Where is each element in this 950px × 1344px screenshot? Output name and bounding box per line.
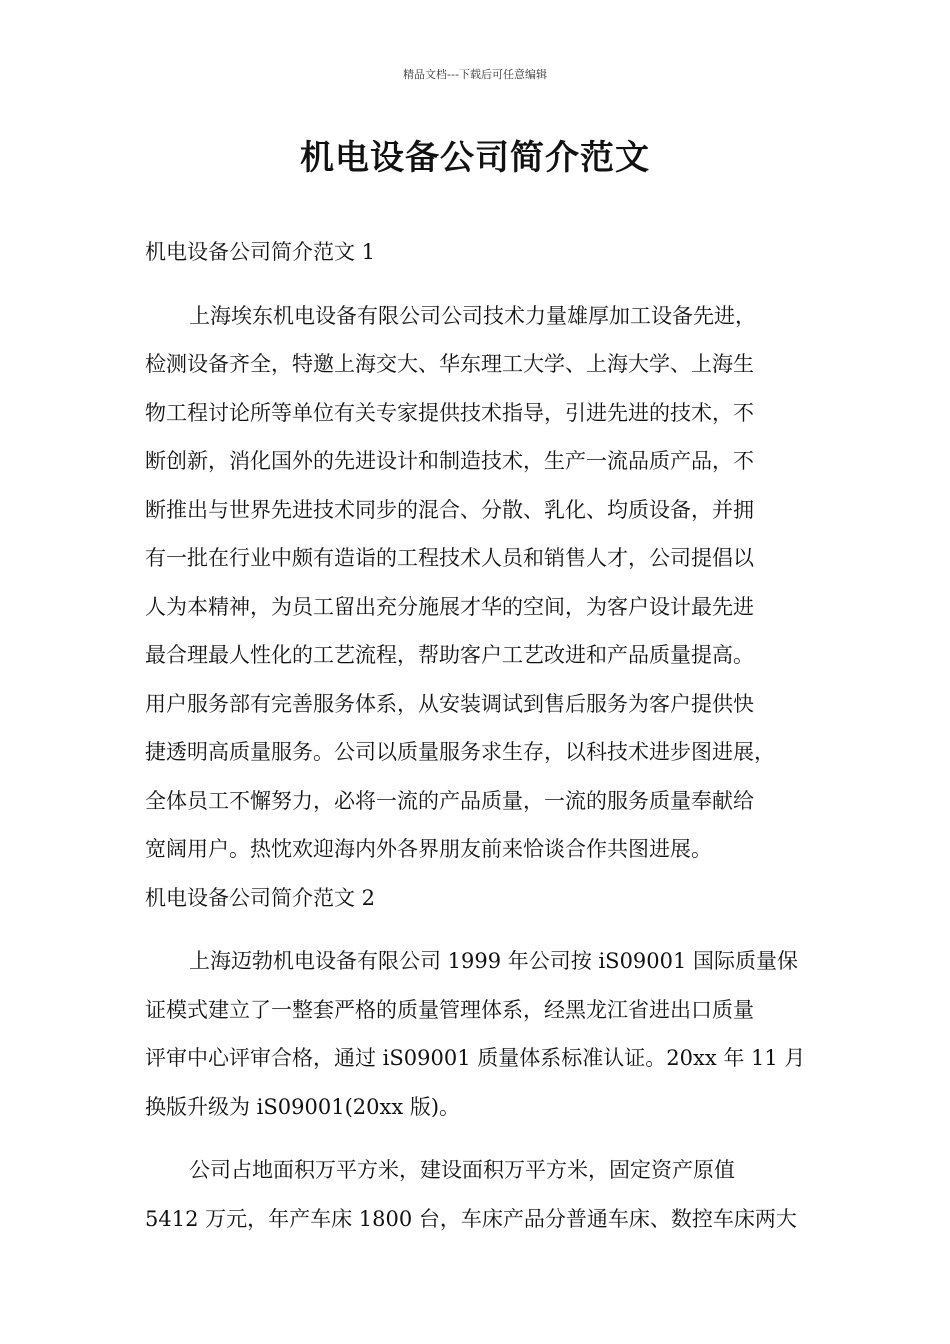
paragraph-line: 换版升级为 iS09001(20xx 版)。 [145, 1094, 461, 1119]
paragraph-line: 检测设备齐全，特邀上海交大、华东理工大学、上海大学、上海生 [145, 352, 754, 376]
spacer [145, 277, 845, 292]
paragraph-line: 断创新，消化国外的先进设计和制造技术，生产一流品质产品，不 [145, 449, 754, 473]
paragraph-line: 有一批在行业中颇有造诣的工程技术人员和销售人才，公司提倡以 [145, 546, 754, 570]
spacer [145, 1131, 845, 1146]
paragraph-line: 断推出与世界先进技术同步的混合、分散、乳化、均质设备，并拥 [145, 497, 754, 522]
paragraph-line: 用户服务部有完善服务体系，从安装调试到售后服务为客户提供快 [145, 691, 754, 716]
section2-paragraph-2 [145, 1146, 845, 1243]
section-heading-1: 机电设备公司简介范文 1 [145, 240, 376, 264]
paragraph-line: 人为本精神，为员工留出充分施展才华的空间，为客户设计最先进 [145, 594, 754, 619]
paragraph-line: 最合理最人性化的工艺流程，帮助客户工艺改进和产品质量提高。 [145, 643, 754, 667]
header-note: 精品文档---下载后可任意编辑 [403, 68, 547, 81]
section1-paragraph [145, 292, 845, 874]
paragraph-line: 5412 万元，年产车床 1800 台，车床产品分普通车床、数控车床两大 [145, 1206, 797, 1231]
paragraph-line: 捷透明高质量服务。公司以质量服务求生存，以科技术进步图进展， [145, 740, 775, 764]
paragraph-line: 上海埃东机电设备有限公司公司技术力量雄厚加工设备先进， [189, 303, 756, 328]
paragraph-line: 上海迈勃机电设备有限公司 1999 年公司按 iS09001 国际质量保 [189, 949, 799, 973]
paragraph-line: 物工程讨论所等单位有关专家提供技术指导，引进先进的技术，不 [145, 400, 754, 425]
section-heading-2: 机电设备公司简介范文 2 [145, 885, 376, 910]
document-body [145, 228, 845, 1243]
paragraph-line: 公司占地面积万平方米，建设面积万平方米，固定资产原值 [189, 1158, 735, 1182]
paragraph-line: 证模式建立了一整套严格的质量管理体系，经黑龙江省进出口质量 [145, 997, 754, 1022]
paragraph-line: 评审中心评审合格，通过 iS09001 质量体系标准认证。20xx 年 11 月 [145, 1046, 806, 1070]
paragraph-line: 宽阔用户。热忱欢迎海内外各界朋友前来恰谈合作共图进展。 [145, 837, 712, 861]
document-title: 机电设备公司简介范文 [300, 138, 650, 178]
paragraph-line: 全体员工不懈努力，必将一流的产品质量，一流的服务质量奉献给 [145, 788, 754, 813]
section2-paragraph-1 [145, 937, 845, 1131]
spacer [145, 922, 845, 937]
